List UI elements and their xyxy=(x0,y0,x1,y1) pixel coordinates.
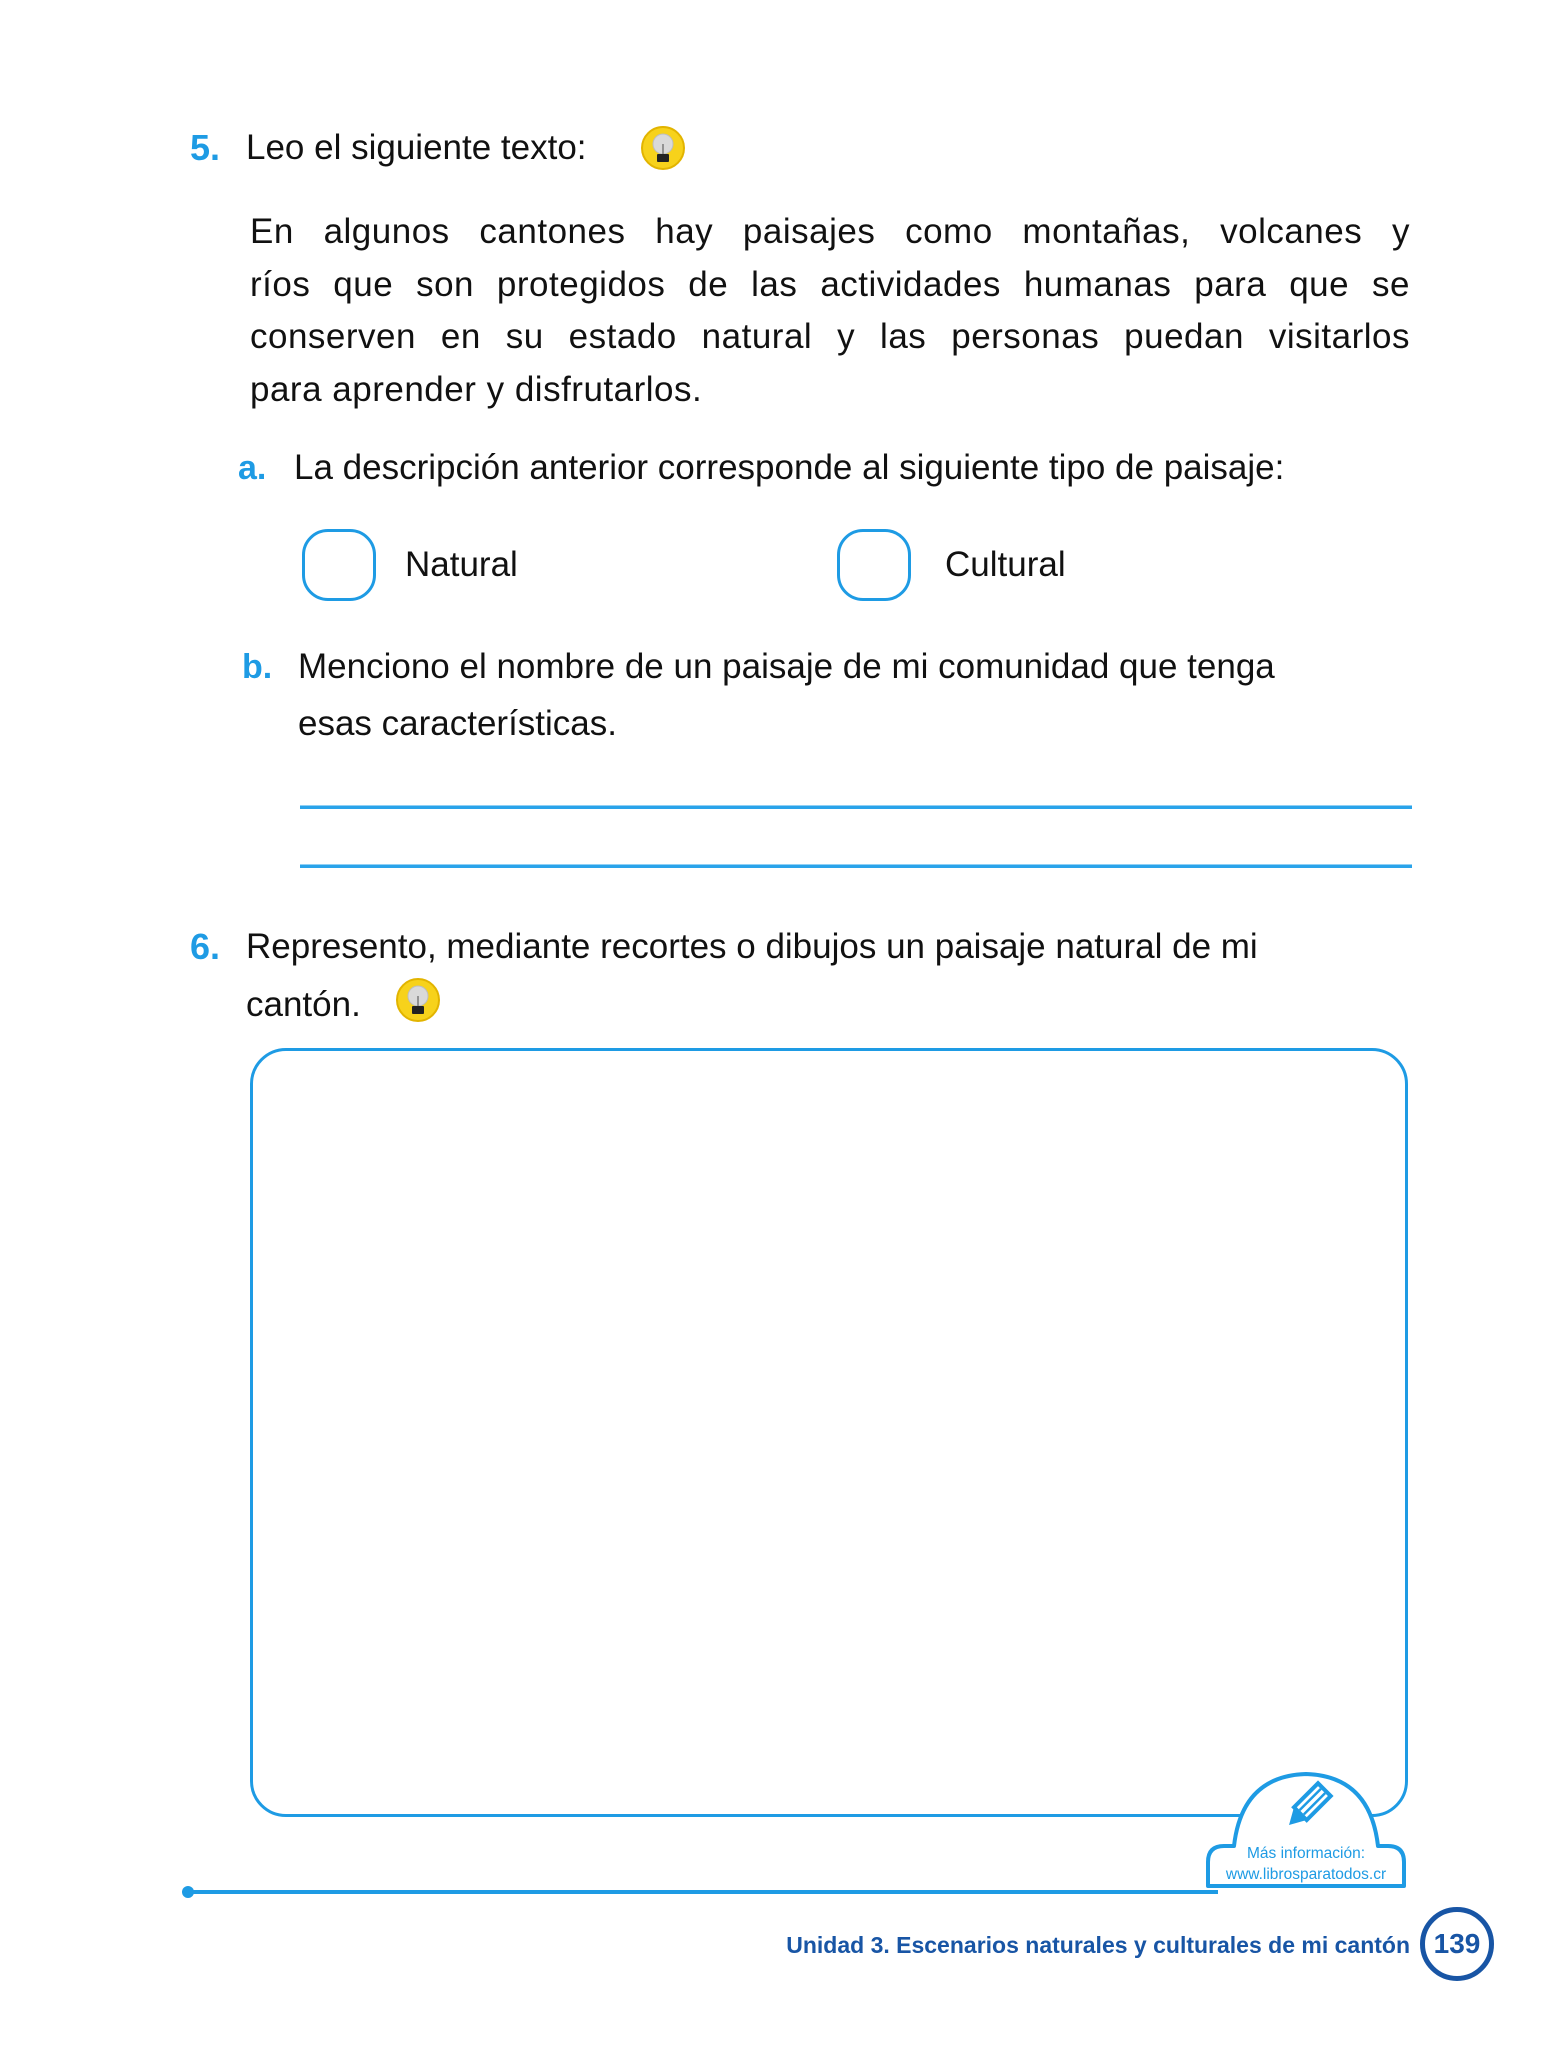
option-cultural-checkbox[interactable] xyxy=(837,529,911,601)
option-natural-label: Natural xyxy=(405,545,518,584)
reading-passage xyxy=(250,206,1410,416)
drawing-area[interactable] xyxy=(250,1048,1408,1817)
part-b-question-line-2: esas características. xyxy=(298,704,617,743)
option-cultural-label: Cultural xyxy=(945,545,1066,584)
passage-line: para aprender y disfrutarlos. xyxy=(250,369,703,409)
exercise-5-number: 5. xyxy=(190,127,221,168)
unit-title: Unidad 3. Escenarios naturales y culturales de mi cantón xyxy=(786,1932,1410,1958)
exercise-6-instruction-line-2: cantón. xyxy=(246,985,361,1024)
exercise-6-instruction-line-1: Represento, mediante recortes o dibujos un paisaje natural de mi xyxy=(246,927,1258,966)
passage-line: conserven en su estado natural y las personas puedan visitarlos xyxy=(250,317,1410,356)
answer-line-1[interactable] xyxy=(300,805,1412,809)
passage-line: En algunos cantones hay paisajes como montañas, volcanes y xyxy=(250,212,1410,251)
part-a-letter: a. xyxy=(238,449,267,487)
lightbulb-icon xyxy=(640,125,686,171)
passage-line: ríos que son protegidos de las actividades humanas para que se xyxy=(250,264,1410,304)
part-b-question-line-1: Menciono el nombre de un paisaje de mi comunidad que tenga xyxy=(298,647,1275,686)
exercise-5-instruction: Leo el siguiente texto: xyxy=(246,128,587,167)
exercise-6-number: 6. xyxy=(190,926,221,967)
lightbulb-icon xyxy=(395,977,441,1023)
info-label: Más información: xyxy=(1246,1845,1365,1862)
info-website-link[interactable]: www.librosparatodos.cr xyxy=(1225,1866,1387,1883)
part-b-letter: b. xyxy=(242,648,273,686)
option-natural-checkbox[interactable] xyxy=(302,529,376,601)
footer-divider xyxy=(188,1890,1218,1894)
answer-line-2[interactable] xyxy=(300,864,1412,868)
part-a-question: La descripción anterior corresponde al siguiente tipo de paisaje: xyxy=(294,448,1285,487)
page-number: 139 xyxy=(1420,1907,1494,1981)
